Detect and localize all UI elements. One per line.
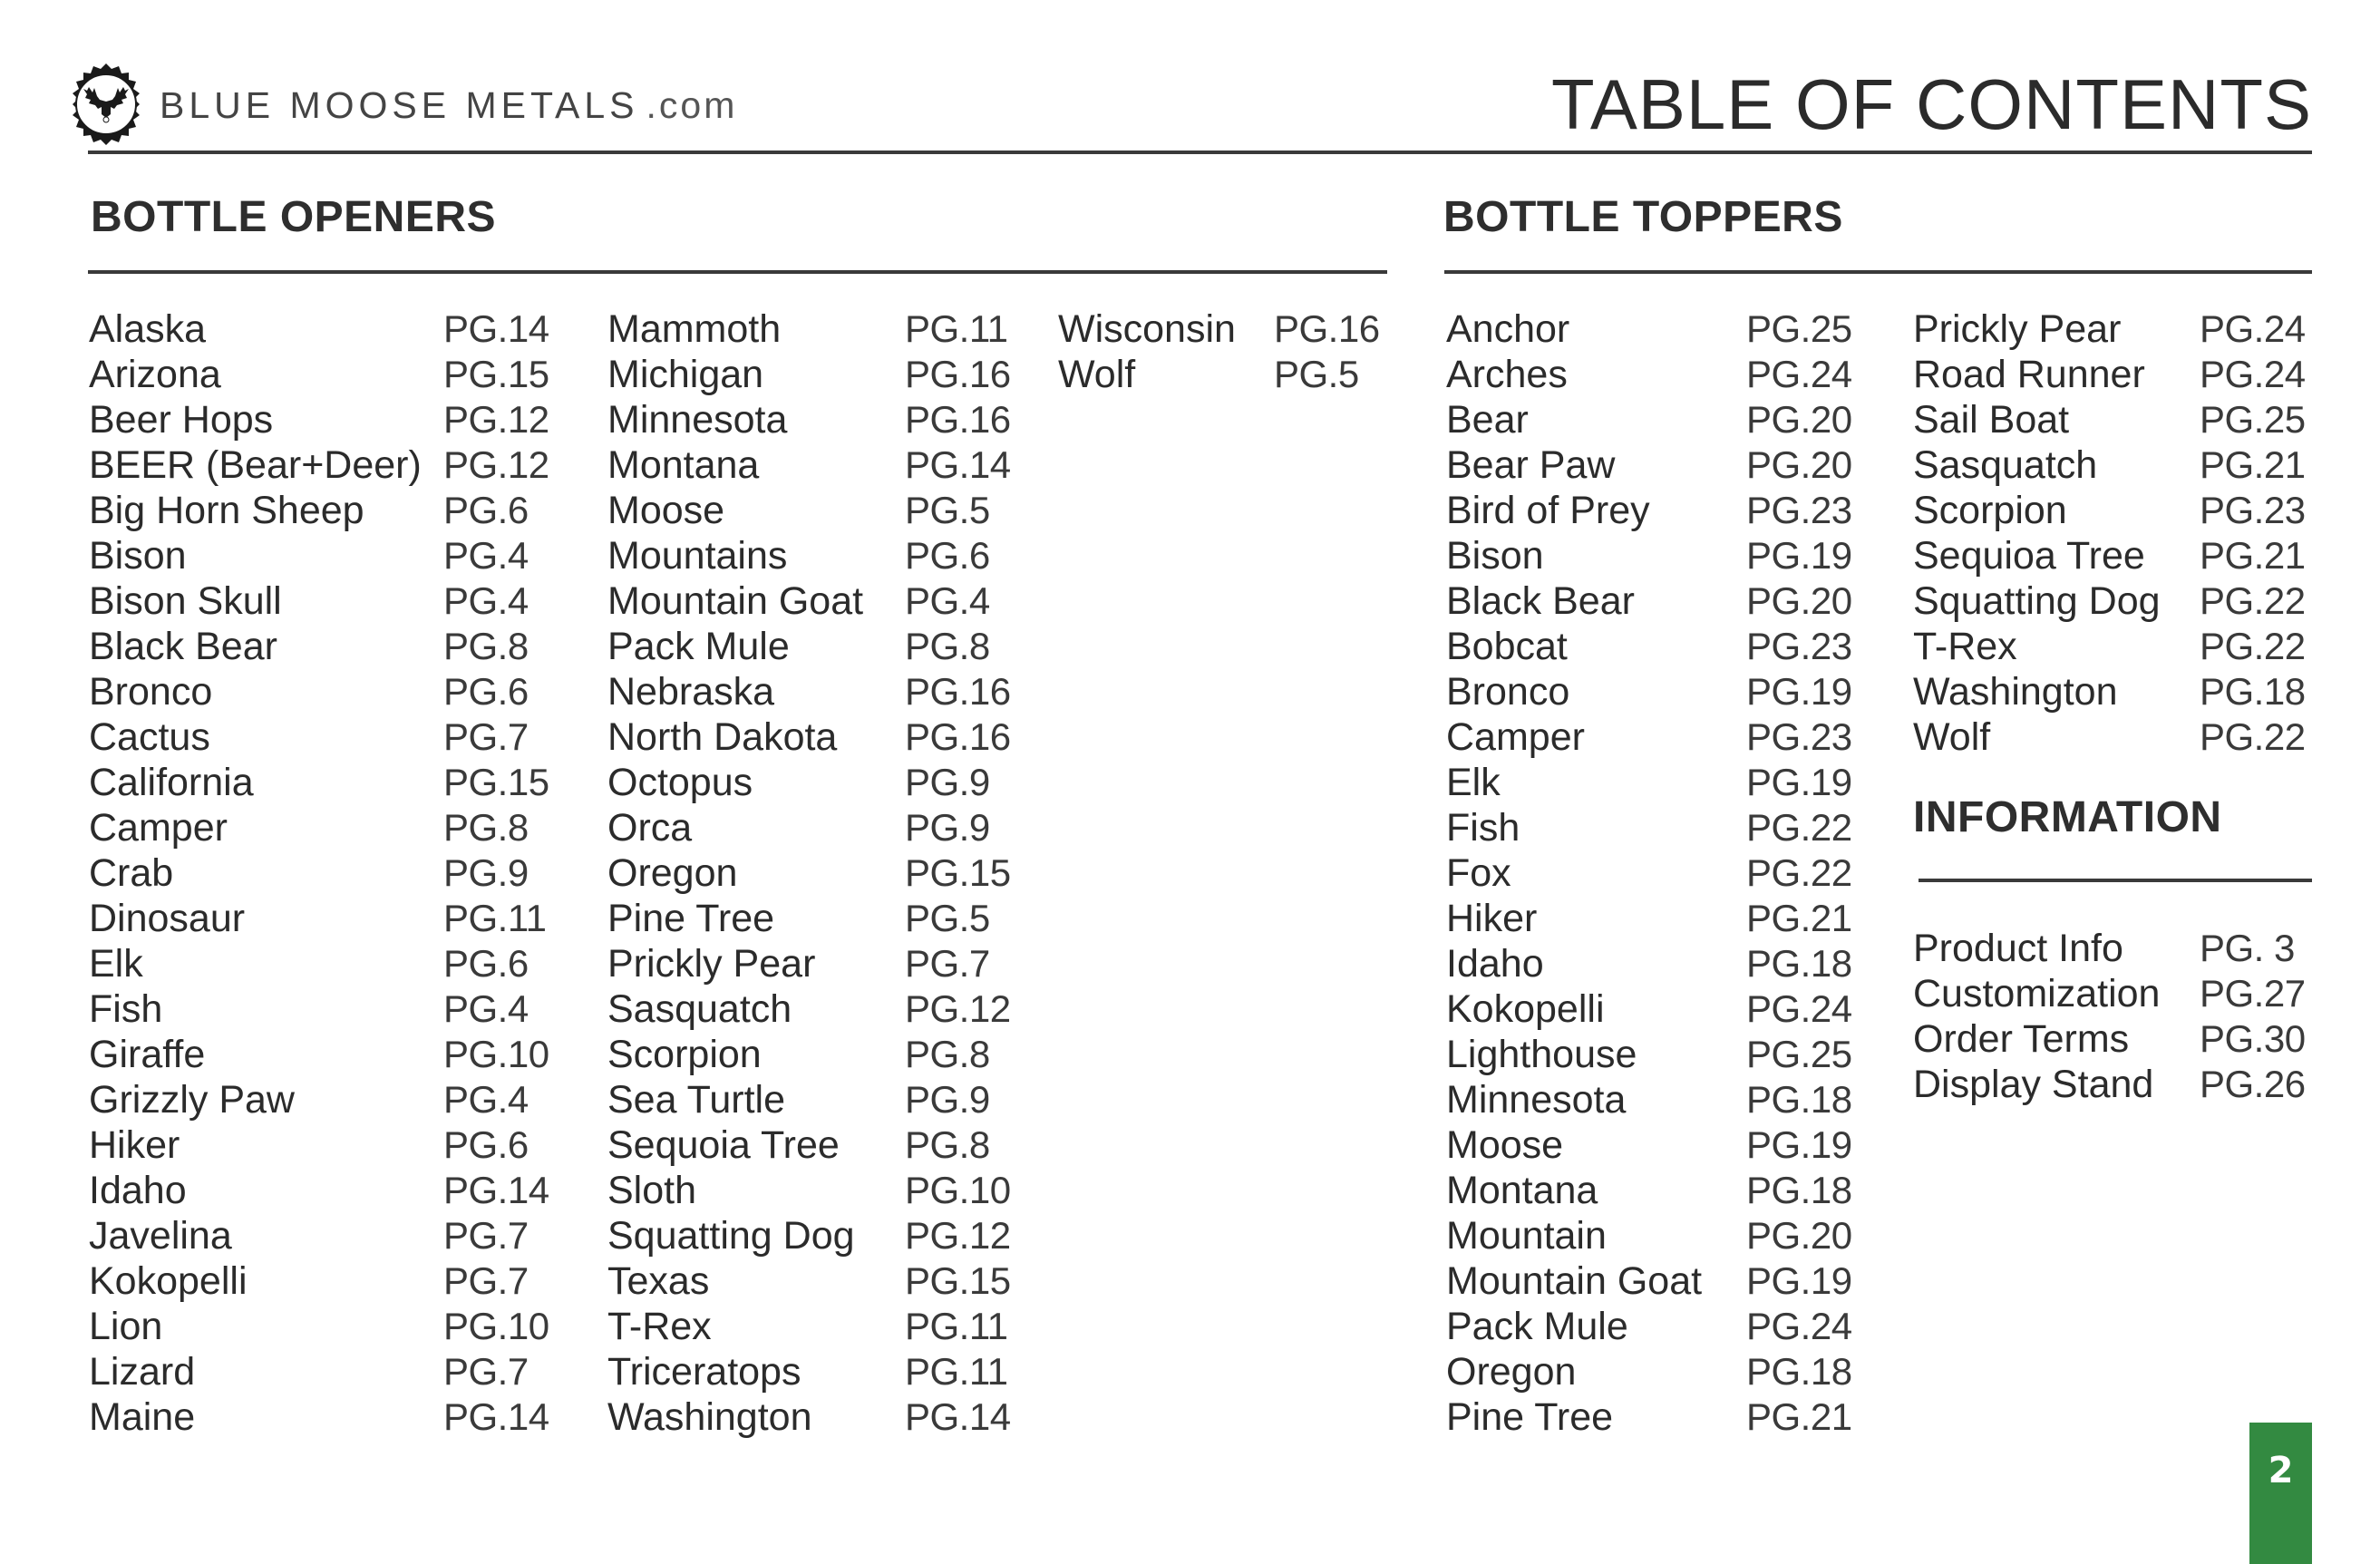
toc-entry-page: PG.8 [443,806,529,849]
toc-entry-name: Prickly Pear [1913,307,2122,351]
toc-entry-page: PG.23 [1746,625,1852,667]
toc-entry[interactable] [1913,306,2312,352]
toc-entry-page: PG.24 [1746,353,1852,395]
toc-entry-page: PG.24 [2200,307,2306,350]
toc-entry-name: Pack Mule [1446,1305,1628,1348]
toc-entry-name: Montana [607,443,760,487]
toc-entry-name: Scorpion [1913,489,2067,532]
toc-entry[interactable] [1913,578,2312,624]
toc-entry-page: PG.27 [2200,972,2306,1015]
toc-entry-name: Display Stand [1913,1063,2154,1106]
toc-entry-page: PG.25 [1746,307,1852,350]
toc-entry-page: PG.9 [905,806,990,849]
toc-entry-name: Dinosaur [89,897,246,940]
toc-entry-page: PG.20 [1746,443,1852,486]
toc-entry[interactable] [607,624,1034,669]
toc-entry[interactable] [1058,352,1394,397]
toc-entry-name: Black Bear [89,625,277,668]
toc-entry[interactable] [607,986,1034,1032]
toc-entry[interactable] [89,1077,597,1122]
toc-entry-page: PG.16 [905,353,1011,395]
toc-entry[interactable] [89,1349,597,1394]
toc-entry[interactable] [89,1213,597,1258]
toc-entry-page: PG.22 [2200,625,2306,667]
toc-entry[interactable] [607,442,1034,488]
toc-entry-page: PG.4 [905,579,990,622]
toc-entry-name: Hiker [89,1123,180,1167]
toc-entry-page: PG.4 [443,534,529,577]
toc-entry-page: PG.26 [2200,1063,2306,1105]
toc-entry-name: Washington [607,1395,812,1439]
toc-entry-page: PG.18 [1746,1169,1852,1211]
toc-entry[interactable] [607,1349,1034,1394]
toc-entry[interactable] [1913,442,2312,488]
toc-entry[interactable] [1058,306,1394,352]
toc-entry[interactable] [1913,352,2312,397]
toc-entry-name: Pine Tree [607,897,775,940]
toc-entry[interactable] [89,669,597,714]
toc-entry-page: PG.18 [1746,1350,1852,1393]
toc-entry[interactable] [89,1032,597,1077]
toc-entry-name: Montana [1446,1169,1598,1212]
toc-entry-name: Order Terms [1913,1017,2130,1061]
toc-entry-name: Customization [1913,972,2161,1015]
toc-entry[interactable] [1446,1213,1863,1258]
toc-entry-name: Wolf [1913,715,1991,759]
toc-entry[interactable] [607,1394,1034,1440]
toc-entry-page: PG.11 [905,1305,1008,1347]
toc-entry[interactable] [1913,624,2312,669]
toc-entry[interactable] [89,714,597,760]
toc-entry-name: Washington [1913,670,2118,714]
toc-entry[interactable] [89,760,597,805]
toc-entry[interactable] [607,1304,1034,1349]
toc-entry-page: PG.15 [905,851,1011,894]
toc-entry-page: PG.19 [1746,1123,1852,1166]
toc-entry[interactable] [607,1122,1034,1168]
toc-entry-page: PG.15 [443,761,549,803]
toc-entry-name: Lizard [89,1350,196,1394]
toc-entry[interactable] [1446,442,1863,488]
toc-entry-page: PG.22 [1746,806,1852,849]
toc-entry-page: PG.5 [905,897,990,939]
toc-entry-name: Camper [89,806,228,850]
toc-entry-name: Sasquatch [607,987,792,1031]
toc-entry[interactable] [1913,971,2312,1016]
toc-entry-name: Wisconsin [1058,307,1236,351]
section-title-information: INFORMATION [1913,793,2222,841]
toc-entry-page: PG.15 [905,1259,1011,1302]
toc-entry-page: PG.4 [443,987,529,1030]
toc-entry[interactable] [89,488,597,533]
toc-entry-page: PG.16 [905,398,1011,441]
toc-entry[interactable] [607,760,1034,805]
toc-entry-name: T-Rex [607,1305,712,1348]
toc-entry-page: PG.8 [905,625,990,667]
toc-entry[interactable] [89,1304,597,1349]
toc-entry-name: Orca [607,806,693,850]
toc-entry[interactable] [607,805,1034,850]
toc-entry-page: PG.19 [1746,534,1852,577]
toc-entry-name: Nebraska [607,670,775,714]
toc-entry[interactable] [89,578,597,624]
toc-entry-page: PG.10 [905,1169,1011,1211]
toc-entry-name: Texas [607,1259,710,1303]
toc-entry-name: North Dakota [607,715,838,759]
toc-entry-page: PG.30 [2200,1017,2306,1060]
toc-entry[interactable] [607,1077,1034,1122]
toc-entry-page: PG.24 [1746,1305,1852,1347]
toc-entry-name: Mountain Goat [1446,1259,1703,1303]
toc-entry[interactable] [1913,488,2312,533]
toc-entry[interactable] [1446,1304,1863,1349]
toc-entry-name: Crab [89,851,174,895]
toc-entry[interactable] [1446,397,1863,442]
toc-entry[interactable] [1913,397,2312,442]
section-divider-information [1919,879,2312,882]
bottle-toppers-column-2 [1913,306,2312,760]
toc-entry-name: Elk [1446,761,1501,804]
toc-entry-name: Pine Tree [1446,1395,1614,1439]
toc-entry-page: PG.7 [443,1259,529,1302]
toc-entry-name: Beer Hops [89,398,274,442]
toc-entry-name: Javelina [89,1214,232,1258]
toc-entry-name: Black Bear [1446,579,1635,623]
toc-entry-name: Squatting Dog [607,1214,855,1258]
toc-entry-page: PG.6 [443,670,529,713]
toc-entry[interactable] [89,442,597,488]
bottle-openers-column-1 [89,306,597,1440]
toc-entry[interactable] [1446,714,1863,760]
toc-entry[interactable] [89,1258,597,1304]
toc-entry[interactable] [607,306,1034,352]
toc-entry-page: PG.12 [443,398,549,441]
toc-entry[interactable] [89,397,597,442]
toc-entry-name: Idaho [1446,942,1544,986]
toc-entry-page: PG.23 [1746,715,1852,758]
toc-entry-name: Grizzly Paw [89,1078,295,1122]
toc-entry-page: PG.10 [443,1305,549,1347]
section-divider-bottle-toppers [1444,270,2312,274]
toc-entry-name: Triceratops [607,1350,801,1394]
toc-entry-name: Prickly Pear [607,942,816,986]
toc-entry-page: PG.19 [1746,761,1852,803]
toc-entry-page: PG.8 [905,1033,990,1075]
moose-bottle-cap-logo-icon [65,63,147,145]
toc-entry-page: PG.8 [905,1123,990,1166]
toc-entry-page: PG.18 [1746,1078,1852,1121]
toc-entry-page: PG.22 [2200,715,2306,758]
toc-entry-name: Fish [89,987,163,1031]
section-title-bottle-toppers: BOTTLE TOPPERS [1443,193,1843,241]
toc-entry-name: Bird of Prey [1446,489,1650,532]
page-number-tab [2249,1423,2312,1564]
toc-entry[interactable] [1446,1032,1863,1077]
toc-entry-name: Pack Mule [607,625,790,668]
toc-entry[interactable] [1446,578,1863,624]
toc-entry-page: PG.21 [1746,897,1852,939]
toc-entry-name: Elk [89,942,143,986]
toc-entry[interactable] [1913,1062,2312,1107]
toc-entry[interactable] [607,352,1034,397]
toc-entry-name: Giraffe [89,1033,206,1076]
page-title: TABLE OF CONTENTS [1551,64,2312,144]
toc-entry-page: PG.12 [905,1214,1011,1257]
toc-entry-page: PG.16 [905,670,1011,713]
toc-entry-page: PG.10 [443,1033,549,1075]
toc-entry-page: PG.4 [443,1078,529,1121]
header-divider [88,151,2312,154]
toc-entry-name: Sequoia Tree [607,1123,840,1167]
toc-entry[interactable] [607,1168,1034,1213]
toc-entry[interactable] [1446,760,1863,805]
toc-entry-name: Product Info [1913,927,2123,970]
toc-entry-name: Michigan [607,353,764,396]
toc-entry-page: PG.16 [1274,307,1380,350]
toc-entry[interactable] [89,624,597,669]
toc-entry-name: Minnesota [1446,1078,1627,1122]
toc-entry[interactable] [607,850,1034,896]
toc-entry[interactable] [607,578,1034,624]
toc-entry[interactable] [607,941,1034,986]
brand-domain-suffix: .com [646,84,738,126]
toc-entry[interactable] [1446,488,1863,533]
toc-entry-name: Sloth [607,1169,697,1212]
toc-entry-page: PG.6 [905,534,990,577]
toc-entry-name: Sequioa Tree [1913,534,2145,578]
toc-entry[interactable] [607,1032,1034,1077]
toc-entry-page: PG.24 [2200,353,2306,395]
bottle-openers-column-2 [607,306,1034,1440]
toc-entry[interactable] [1913,669,2312,714]
toc-entry-name: Maine [89,1395,196,1439]
toc-entry-name: Sail Boat [1913,398,2070,442]
toc-entry-page: PG.14 [905,443,1011,486]
toc-entry-name: Sea Turtle [607,1078,785,1122]
toc-entry-page: PG.9 [905,1078,990,1121]
brand-name-text: BLUE MOOSE METALS [160,84,639,126]
toc-entry-page: PG.6 [443,1123,529,1166]
toc-entry-page: PG.21 [2200,534,2306,577]
toc-entry-page: PG.9 [905,761,990,803]
toc-entry[interactable] [89,805,597,850]
toc-entry-name: Sasquatch [1913,443,2098,487]
toc-entry-name: Arizona [89,353,221,396]
toc-entry-page: PG.14 [443,1169,549,1211]
toc-entry-page: PG. 3 [2200,927,2295,969]
toc-entry-name: Road Runner [1913,353,2145,396]
section-title-bottle-openers: BOTTLE OPENERS [91,193,497,241]
information-list [1913,926,2312,1107]
toc-entry-page: PG.12 [905,987,1011,1030]
toc-entry[interactable] [1446,533,1863,578]
toc-entry[interactable] [89,352,597,397]
bottle-toppers-column-1 [1446,306,1863,1440]
toc-entry[interactable] [1446,941,1863,986]
toc-entry[interactable] [607,488,1034,533]
bottle-openers-column-3 [1058,306,1394,397]
toc-entry-page: PG.7 [443,715,529,758]
toc-entry-page: PG.6 [443,942,529,985]
toc-entry-name: Hiker [1446,897,1538,940]
toc-entry-name: Bison [1446,534,1544,578]
toc-entry-page: PG.21 [2200,443,2306,486]
toc-entry-page: PG.12 [443,443,549,486]
toc-entry-page: PG.14 [443,307,549,350]
page-number: 2 [2268,1450,2294,1491]
toc-entry[interactable] [1446,896,1863,941]
toc-entry-page: PG.6 [443,489,529,531]
toc-entry-name: Mountain [1446,1214,1607,1258]
toc-entry[interactable] [89,896,597,941]
toc-entry-page: PG.9 [443,851,529,894]
toc-entry-name: Bear [1446,398,1529,442]
toc-entry-name: Big Horn Sheep [89,489,364,532]
toc-entry[interactable] [89,306,597,352]
toc-entry[interactable] [89,1394,597,1440]
toc-entry-page: PG.4 [443,579,529,622]
toc-entry-page: PG.19 [1746,670,1852,713]
toc-entry-name: Scorpion [607,1033,762,1076]
toc-entry-page: PG.22 [1746,851,1852,894]
toc-entry[interactable] [89,850,597,896]
toc-entry-page: PG.15 [443,353,549,395]
toc-entry-name: Alaska [89,307,207,351]
toc-entry[interactable] [1446,1349,1863,1394]
toc-entry-page: PG.7 [905,942,990,985]
toc-entry[interactable] [1446,306,1863,352]
toc-entry-name: Oregon [607,851,738,895]
toc-entry[interactable] [607,533,1034,578]
toc-entry[interactable] [607,1213,1034,1258]
toc-entry[interactable] [1446,352,1863,397]
toc-entry[interactable] [607,669,1034,714]
toc-entry-name: Cactus [89,715,210,759]
toc-entry-name: California [89,761,254,804]
toc-entry-name: Fox [1446,851,1511,895]
toc-entry[interactable] [607,1258,1034,1304]
toc-entry[interactable] [89,1122,597,1168]
toc-entry-name: Anchor [1446,307,1570,351]
toc-entry-page: PG.24 [1746,987,1852,1030]
toc-entry-page: PG.23 [1746,489,1852,531]
toc-entry-page: PG.25 [2200,398,2306,441]
toc-entry-name: Octopus [607,761,753,804]
toc-entry-page: PG.11 [905,307,1008,350]
section-divider-bottle-openers [88,270,1387,274]
toc-entry-page: PG.23 [2200,489,2306,531]
toc-entry-name: Lighthouse [1446,1033,1637,1076]
toc-entry[interactable] [1446,1077,1863,1122]
toc-entry-name: Bobcat [1446,625,1568,668]
toc-entry-page: PG.16 [905,715,1011,758]
toc-entry-page: PG.20 [1746,398,1852,441]
toc-entry-name: Mammoth [607,307,782,351]
toc-entry[interactable] [607,896,1034,941]
toc-entry-name: Bison [89,534,187,578]
toc-entry-name: Kokopelli [89,1259,248,1303]
toc-entry-name: Kokopelli [1446,987,1605,1031]
toc-entry-page: PG.18 [1746,942,1852,985]
toc-entry-name: Wolf [1058,353,1136,396]
toc-entry-name: Idaho [89,1169,187,1212]
toc-entry-page: PG.14 [905,1395,1011,1438]
toc-entry[interactable] [1446,669,1863,714]
toc-entry-page: PG.21 [1746,1395,1852,1438]
toc-entry[interactable] [1913,926,2312,971]
toc-entry[interactable] [1446,805,1863,850]
toc-entry[interactable] [1446,1394,1863,1440]
toc-entry-page: PG.7 [443,1350,529,1393]
toc-entry-page: PG.14 [443,1395,549,1438]
toc-entry-name: Mountains [607,534,788,578]
toc-entry-name: Bison Skull [89,579,282,623]
toc-entry-page: PG.18 [2200,670,2306,713]
toc-entry-page: PG.8 [443,625,529,667]
toc-entry-name: Lion [89,1305,163,1348]
toc-entry[interactable] [1446,624,1863,669]
toc-entry[interactable] [89,986,597,1032]
toc-entry-name: Moose [607,489,725,532]
toc-entry[interactable] [1913,1016,2312,1062]
toc-entry-page: PG.5 [905,489,990,531]
toc-entry-name: Squatting Dog [1913,579,2161,623]
toc-entry-name: Bear Paw [1446,443,1616,487]
brand-name [160,83,737,127]
toc-entry[interactable] [1913,714,2312,760]
toc-entry-name: Fish [1446,806,1520,850]
toc-entry[interactable] [89,1168,597,1213]
toc-entry-page: PG.20 [1746,579,1852,622]
toc-entry-name: Minnesota [607,398,788,442]
toc-entry-name: T-Rex [1913,625,2017,668]
toc-entry-page: PG.5 [1274,353,1359,395]
toc-entry-page: PG.19 [1746,1259,1852,1302]
toc-entry-name: Camper [1446,715,1585,759]
toc-entry-page: PG.22 [2200,579,2306,622]
toc-entry-name: Oregon [1446,1350,1577,1394]
toc-entry-page: PG.11 [443,897,547,939]
toc-entry-name: BEER (Bear+Deer) [89,443,422,487]
toc-entry[interactable] [1446,1258,1863,1304]
toc-entry-name: Bronco [89,670,213,714]
toc-entry[interactable] [607,397,1034,442]
toc-entry-name: Moose [1446,1123,1564,1167]
toc-entry-page: PG.20 [1746,1214,1852,1257]
toc-entry-name: Mountain Goat [607,579,864,623]
toc-entry[interactable] [1446,986,1863,1032]
toc-entry[interactable] [607,714,1034,760]
toc-entry-page: PG.11 [905,1350,1008,1393]
toc-entry[interactable] [89,941,597,986]
toc-entry[interactable] [1913,533,2312,578]
toc-entry[interactable] [1446,1168,1863,1213]
toc-entry[interactable] [89,533,597,578]
toc-entry-name: Arches [1446,353,1568,396]
toc-entry-page: PG.25 [1746,1033,1852,1075]
toc-entry[interactable] [1446,850,1863,896]
toc-entry-page: PG.7 [443,1214,529,1257]
toc-entry-name: Bronco [1446,670,1570,714]
toc-entry[interactable] [1446,1122,1863,1168]
